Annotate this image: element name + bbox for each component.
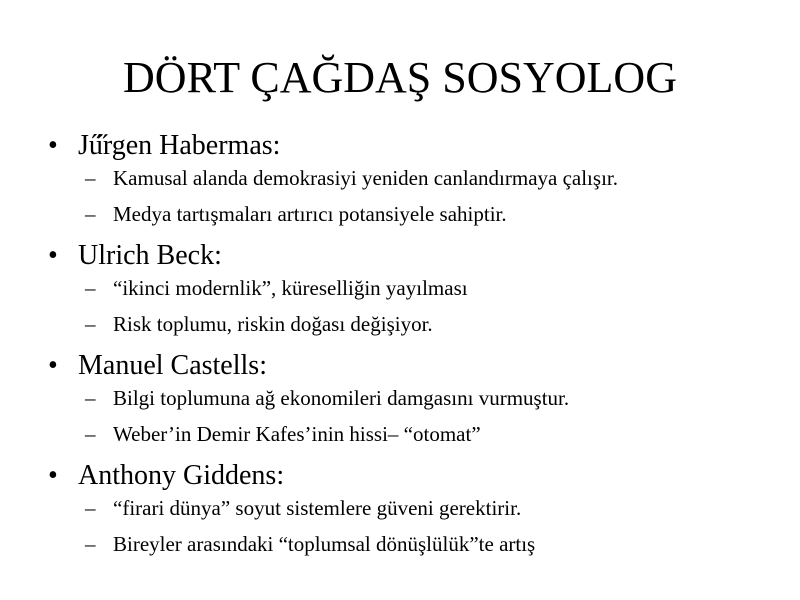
sociologist-name: Anthony Giddens:	[78, 460, 285, 491]
sub-item	[78, 422, 768, 447]
sub-item-text: Kamusal alanda demokrasiyi yeniden canlandırmaya çalışır.	[113, 166, 618, 190]
dash-icon: –	[85, 496, 96, 520]
sociologist-name: Jű̋rgen Habermas:	[78, 130, 281, 161]
sub-item-text: Bilgi toplumuna ağ ekonomileri damgasını vurmuştur.	[113, 386, 570, 410]
sub-item-text: Risk toplumu, riskin doğası değişiyor.	[113, 312, 433, 336]
bullet-icon: •	[48, 240, 58, 271]
sub-item	[78, 166, 768, 191]
dash-icon: –	[85, 422, 96, 446]
list-item-habermas	[48, 128, 768, 227]
sociologist-name: Manuel Castells:	[78, 350, 267, 381]
sub-list	[78, 276, 768, 337]
bullet-icon: •	[48, 130, 58, 161]
dash-icon: –	[85, 312, 96, 336]
sub-item	[78, 532, 768, 557]
sub-item	[78, 202, 768, 227]
sub-item-text: “ikinci modernlik”, küreselliğin yayılması	[113, 276, 468, 300]
list-item-castells	[48, 348, 768, 447]
sub-list	[78, 166, 768, 227]
sub-item	[78, 496, 768, 521]
dash-icon: –	[85, 166, 96, 190]
dash-icon: –	[85, 532, 96, 556]
bullet-icon: •	[48, 460, 58, 491]
list-item-beck	[48, 238, 768, 337]
sub-list	[78, 386, 768, 447]
sub-item	[78, 276, 768, 301]
list-item-giddens	[48, 458, 768, 557]
sociologist-name: Ulrich Beck:	[78, 240, 222, 271]
sub-item-text: “firari dünya” soyut sistemlere güveni gerektirir.	[113, 496, 522, 520]
sub-list	[78, 496, 768, 557]
sub-item	[78, 386, 768, 411]
bullet-list	[48, 128, 768, 568]
sub-item-text: Weber’in Demir Kafes’inin hissi– “otomat”	[113, 422, 481, 446]
slide-title: DÖRT ÇAĞDAŞ SOSYOLOG	[123, 53, 677, 102]
dash-icon: –	[85, 386, 96, 410]
sub-item	[78, 312, 768, 337]
dash-icon: –	[85, 276, 96, 300]
bullet-icon: •	[48, 350, 58, 381]
dash-icon: –	[85, 202, 96, 226]
sub-item-text: Medya tartışmaları artırıcı potansiyele sahiptir.	[113, 202, 507, 226]
sub-item-text: Bireyler arasındaki “toplumsal dönüşlülük”te artış	[113, 532, 536, 556]
